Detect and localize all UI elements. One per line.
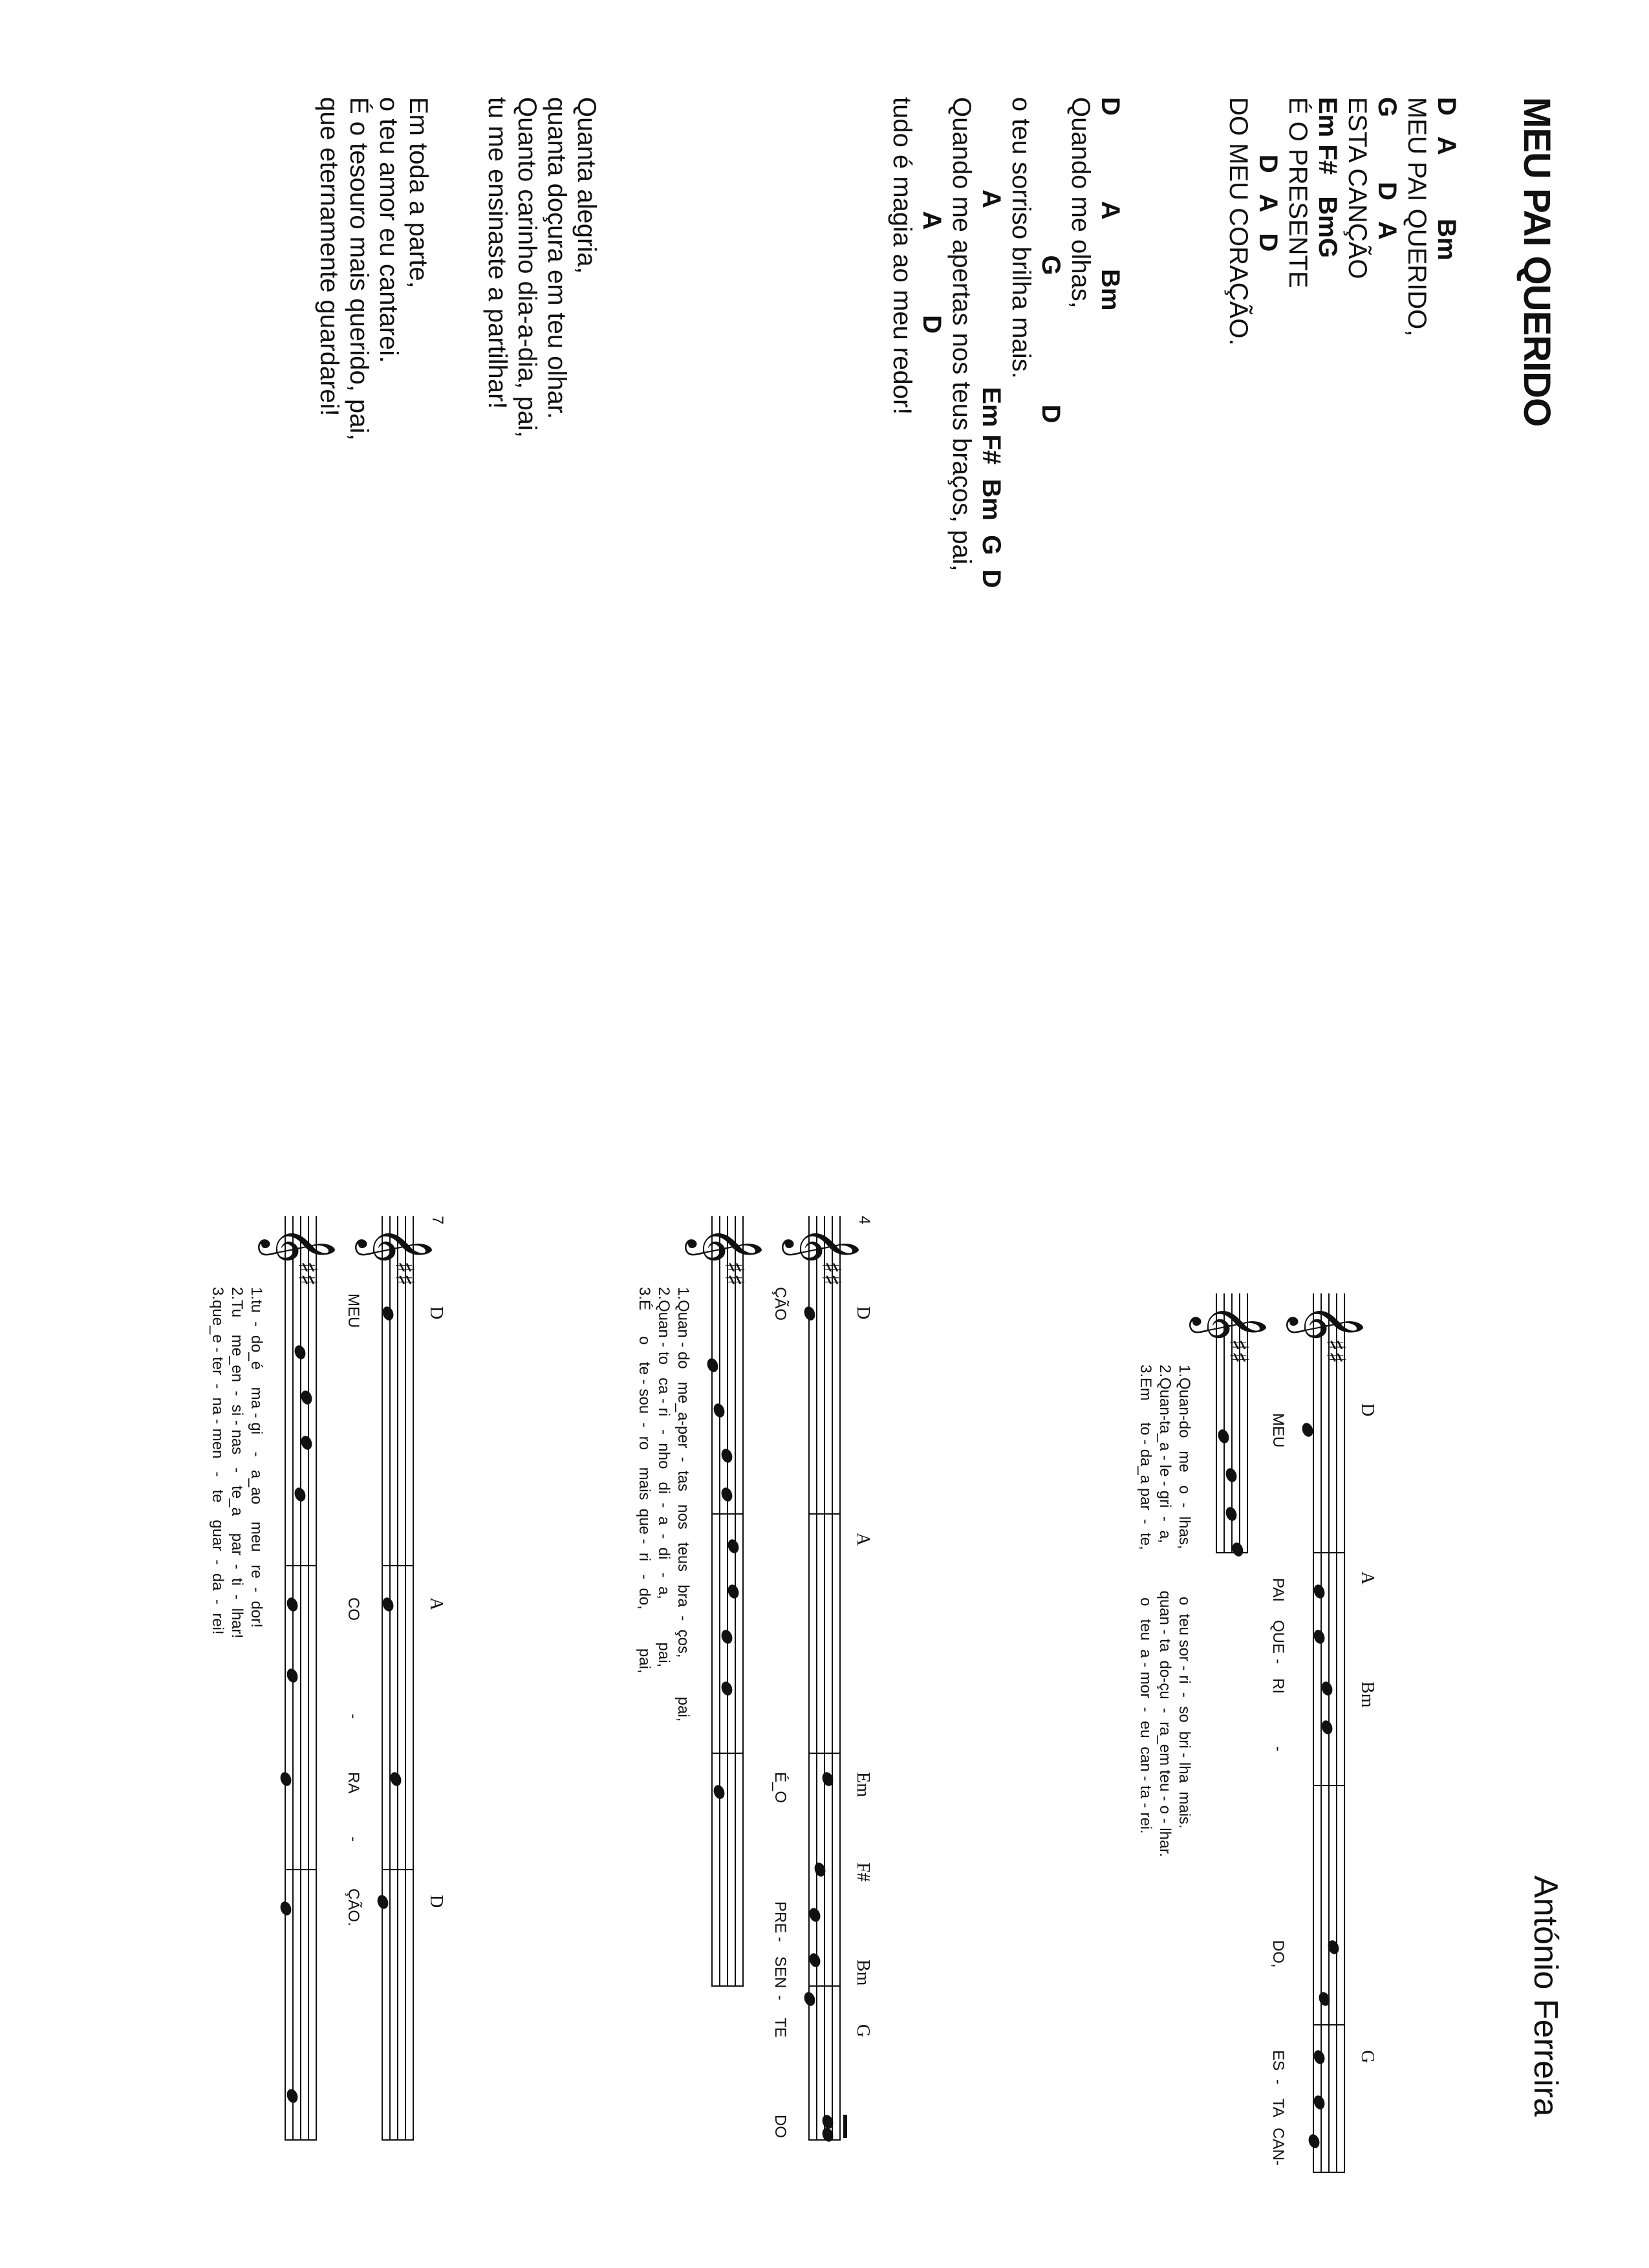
note-head [1320,1719,1335,1736]
note-head [726,1538,741,1555]
refrain-syllable: ÇÃO [771,1287,789,1321]
measure-number: 4 [856,1216,873,1225]
lyric-line: tu me ensinaste a partilhar! [483,97,512,409]
chord-line: D A Bm [1096,97,1125,311]
treble-clef-icon: 𝄞 [1192,1303,1268,1342]
verse-lyric-line: 2.Quan-ta_a - le - gri - a, quan - ta do-çu - ra_em teu - o - lhar. [1156,1365,1174,1857]
verse-lyric-line: 1.Quan-do me o - lhas, o teu sor - ri - so bri - lha mais. [1176,1365,1193,1829]
lyric-line: Quanto carinho dia-a-dia, pai, [513,97,541,438]
chord-symbol: D [426,1895,446,1908]
score-system-3 [162,1216,446,2141]
chord-symbol: D [426,1306,446,1320]
note-head [1216,1428,1231,1445]
note-head [720,1680,735,1697]
note-head [720,1447,735,1464]
sharp-icon: ♯♯ [1320,1339,1350,1364]
refrain-syllable: - [1269,1659,1287,1664]
refrain-syllable: TA [1269,2099,1287,2117]
verse-lyric-line: 2.Tu me_en - si - nas - te_a par - ti - lhar! [228,1287,246,1639]
lyric-line: o teu sorriso brilha mais. [1007,97,1035,379]
note-head [279,1771,294,1787]
lyric-line: MEU PAI QUERIDO, [1403,97,1431,337]
refrain-syllable: RI [1269,1678,1287,1694]
treble-clef-icon: 𝄞 [688,1226,764,1264]
lyric-line: Em toda a parte, [404,97,433,288]
note-head [803,1991,817,2007]
refrain-syllable: ÇÃO. [345,1888,362,1927]
sharp-icon: ♯♯ [1223,1339,1253,1364]
chord-symbol: Bm [853,1960,873,1986]
note-head [285,1596,300,1613]
treble-clef-icon: 𝄞 [1289,1303,1365,1342]
chord-line: A D [918,97,946,334]
sharp-icon: ♯♯ [292,1261,322,1286]
note-head [285,1667,300,1684]
note-head [1224,1467,1239,1484]
verse3-block [314,97,433,440]
chord-symbol: A [853,1533,873,1546]
refrain-syllable: MEU [345,1293,362,1328]
note-head [389,1771,404,1787]
chord-line: D A D [1254,97,1282,252]
chord-symbol: A [1357,1571,1377,1585]
note-head [1312,1628,1327,1645]
sharp-icon: ♯♯ [816,1261,846,1286]
note-head [1320,1680,1335,1697]
sharp-icon: ♯♯ [719,1261,749,1286]
refrain-syllable: - [1269,1746,1287,1751]
chord-symbol: G [1357,2050,1377,2064]
lyric-line: É O PRESENTE [1284,97,1312,288]
verse-lyric-line: 2.Quan - to ca - ri - nho di - a - di - a, pai, [655,1287,673,1668]
lyric-line: o teu amor eu cantarei. [374,97,403,363]
refrain-syllable: CAN- [1269,2128,1287,2166]
note-head [726,1583,741,1600]
verse-lyric-line: 3.que_e - ter - na - men - te guar - da - rei! [209,1287,226,1635]
note-head [299,1389,314,1406]
note-head [706,1357,720,1374]
note-head [299,1434,314,1451]
note-head [293,1486,308,1503]
refrain-syllable: SEN [771,1956,789,1989]
chord-symbol: Em [853,1772,873,1797]
chord-symbol: D [1357,1403,1377,1417]
verse2-block [482,97,601,438]
lyric-line: Quando me apertas nos teus braços, pai, [947,97,976,572]
verse-lyric-line: 3.Em to - da_a par - te, o teu a - mor - eu can - ta - rei. [1137,1365,1154,1834]
note-head [712,1402,727,1419]
refrain-syllable: - [345,1714,362,1719]
refrain-block [1223,97,1461,345]
note-head [376,1894,391,1910]
note-head [1231,1541,1245,1558]
refrain-syllable: MEU [1269,1413,1287,1448]
chord-symbol: A [426,1597,446,1611]
note-head [381,1305,396,1322]
note-head [808,1952,823,1969]
score-system-1 [1067,1293,1377,2173]
chord-line: G D [1037,97,1065,424]
refrain-syllable: - [771,1937,789,1942]
verse-lyric-line: 3.É o te - sou - ro mais que - ri - do, pai, [636,1287,653,1674]
lyric-line: É o tesouro mais querido, pai, [345,97,373,441]
refrain-syllable: TE [771,2018,789,2038]
refrain-syllable: QUE [1269,1620,1287,1654]
chord-line: G D A [1373,97,1401,240]
note-head [279,1900,294,1917]
verse1-block [887,97,1125,588]
treble-clef-icon: 𝄞 [785,1226,861,1264]
verse-lyric-line: 1.tu - do_é ma - gi - a_ao meu re - dor! [248,1287,265,1628]
chord-symbol: Bm [1357,1681,1377,1708]
note-head [808,1906,823,1923]
refrain-syllable: CO [345,1597,362,1621]
lyric-line: quanta doçura em teu olhar. [543,97,571,420]
refrain-syllable: PAI [1269,1578,1287,1602]
sharp-icon: ♯♯ [389,1261,419,1286]
note-head [1307,2133,1322,2150]
chord-line: Em F# BmG [1313,97,1342,258]
refrain-syllable: ES [1269,2050,1287,2071]
verse-lyric-line: 1.Quan - do me_a-per - tas nos teus bra - ços, pai, [674,1287,692,1722]
lyric-line: tudo é magia ao meu redor! [888,97,916,415]
chord-symbol: F# [853,1863,873,1882]
note-head [1312,2094,1327,2111]
refrain-syllable: - [771,1995,789,2000]
score-system-2 [588,1216,873,2141]
chord-line: A Em F# Bm G D [977,97,1006,589]
refrain-syllable: - [345,1837,362,1842]
refrain-syllable: DO [771,2115,789,2138]
chord-symbol: D [853,1306,873,1320]
lyric-line: ESTA CANÇÃO [1343,97,1372,279]
note-head [720,1486,735,1503]
note-head [803,1305,817,1322]
refrain-syllable: RA [345,1772,362,1794]
chord-line: D A Bm [1432,97,1461,261]
note-head [381,1596,396,1613]
treble-clef-icon: 𝄞 [261,1226,337,1264]
note-head [712,1784,727,1800]
note-head [285,2088,300,2104]
refrain-syllable: PRE [771,1901,789,1934]
refrain-syllable: É_O [771,1772,789,1804]
lyric-line: Quanta alegria, [572,97,601,274]
note-head [1224,1506,1239,1522]
refrain-syllable: DO, [1269,1940,1287,1968]
note-head [1312,2049,1327,2066]
measure-number: 7 [429,1216,446,1225]
lyric-line: DO MEU CORAÇÃO. [1224,97,1253,346]
note-head [1312,1583,1327,1600]
treble-clef-icon: 𝄞 [358,1226,434,1264]
note-head [720,1628,735,1645]
refrain-syllable: - [1269,2079,1287,2084]
composer-name: António Ferreira [1527,1875,1564,2117]
lyric-line: Quando me olhas, [1066,97,1095,308]
song-title: MEU PAI QUERIDO [1516,97,1558,427]
chord-symbol: G [853,2024,873,2038]
lyric-line: que eternamente guardarei! [315,97,343,416]
note-head [293,1344,308,1361]
